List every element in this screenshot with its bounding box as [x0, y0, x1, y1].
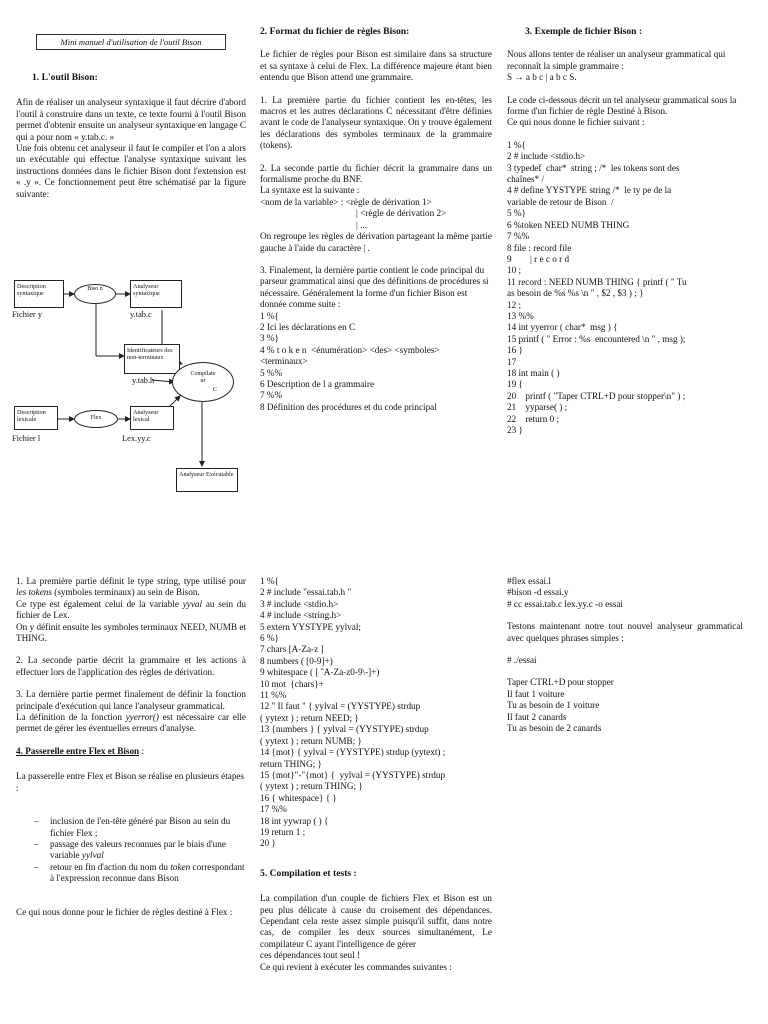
code-line: 19 {	[507, 379, 523, 390]
section-1-heading: 1. L'outil Bison:	[32, 72, 98, 83]
code-line: 13 {numbers } { yylval = (YYSTYPE) strdup	[260, 724, 429, 735]
code-line: 2 Ici les déclarations en C	[260, 321, 356, 332]
explanation-p2-yylval: yyval	[182, 598, 203, 609]
code-line: 17 %%	[260, 804, 287, 815]
output-line: Il faut 1 voiture	[507, 688, 565, 699]
list-item-3-b: correspondant à l'expression reconnue dans Bison	[50, 861, 245, 884]
section-4-p2: Ce qui nous donne pour le fichier de règles destiné à Flex :	[16, 906, 233, 917]
code-line: 7 %%	[507, 231, 530, 242]
node-description-lexicale: Description lexicale	[14, 406, 58, 430]
command-line: #flex essai.l	[507, 576, 551, 586]
label-lex-yy-c: Lex.yy.c	[122, 434, 151, 443]
bottom-left-column	[16, 576, 246, 929]
code-line: 16 }	[507, 345, 523, 356]
node-identificateurs: Identificateurs des non-terminaux	[124, 344, 180, 374]
flex-rules-code	[260, 576, 492, 850]
label-fichier-l: Fichier l	[12, 434, 41, 443]
code-line: 20 }	[260, 838, 276, 849]
list-item: – inclusion de l'en-tête généré par Bison au sein du fichier Flex ;	[16, 816, 246, 839]
code-line: as besoin de %s %s \n " , $2 , $3 ) ; }	[507, 288, 644, 299]
code-line: 14 {mot} { yylval = (YYSTYPE) strdup (yytext) ;	[260, 747, 446, 758]
code-line: return THING; }	[260, 758, 322, 769]
explanation-p6	[16, 712, 246, 735]
section-1-p2: Une fois obtenu cet analyseur il faut le compiler et l'on a alors un exécutable qui effectue l'analyse syntaxique suivant les instructions données dans le fichier Bison dont l'extension est « .y ». Ce fonctionnement peut être schématisé par la figure suivante:	[16, 143, 246, 199]
node-description-syntaxique: Description syntaxique	[14, 280, 64, 308]
code-line: 3 # include <stdio.h>	[260, 598, 339, 609]
explanation-p6-a: La définition de la fonction	[16, 712, 122, 723]
syntax-rule-2: | <règle de dérivation 2>	[356, 208, 447, 219]
code-line: ( yytext ) ; return NUMB; }	[260, 735, 362, 746]
section-2-p1: Le fichier de règles pour Bison est similaire dans sa structure et sa syntaxe à celui de Flex. La différence majeure étant bien entendu que Bison attend une grammaire.	[260, 49, 492, 83]
section-5-heading: 5. Compilation et tests :	[260, 867, 357, 879]
section-3-p3: Ce qui nous donne le fichier suivant :	[507, 117, 645, 128]
code-line: 20 printf ( "Taper CTRL+D pour stopper\n" ) ;	[507, 390, 686, 401]
code-line: 12 ;	[507, 299, 522, 310]
manual-title-box: Mini manuel d'utilisation de l'outil Bison	[36, 34, 226, 50]
explanation-p6-yyerror: yyerror()	[125, 712, 159, 723]
node-flex: Flex	[74, 410, 118, 428]
list-item	[16, 862, 246, 885]
list-item	[16, 839, 246, 862]
code-line: ( yytext ) ; return NEED; }	[260, 712, 359, 723]
command-line: # cc essai.tab.c lex.yy.c -o essai	[507, 598, 623, 609]
section-3-grammar: S → a b c | a b c S.	[507, 72, 577, 83]
code-line: 2 # include "essai.tab.h "	[260, 587, 352, 598]
label-y-tab-c: y.tab.c	[130, 310, 152, 319]
section-2-p5: 3. Finalement, la dernière partie contient le code principal du parseur grammatical ainsi que des définitions de procédures si nécessaire. Généralement la forme d'un fichier Bison est donnée comme suite :	[260, 264, 489, 310]
code-line: 18 int yywrap ( ) {	[260, 815, 329, 826]
section-3-heading: 3. Exemple de fichier Bison :	[525, 26, 643, 37]
code-line: 7 chars [A-Za-z ]	[260, 644, 324, 655]
explanation-p2-b: au sein du fichier de Lex.	[16, 598, 246, 621]
output-line: Tu as besoin de 1 voiture	[507, 700, 600, 711]
explanation-p1-a: 1. La première partie définit le type string, type utilisé pour	[16, 576, 246, 586]
output-line: Il faut 2 canards	[507, 711, 567, 722]
bison-example-code	[507, 140, 743, 437]
code-line: 5 %}	[507, 208, 526, 219]
code-line: 11 %%	[260, 690, 287, 701]
section-3-p2: Le code ci-dessous décrit un tel analyseur grammatical sous la forme d'un fichier de règle Destiné à Bison.	[507, 94, 737, 117]
code-line: 21 yyparse( ) ;	[507, 402, 568, 413]
code-line: 10 mot {chars}+	[260, 678, 324, 689]
code-line: 9 | r e c o r d	[507, 253, 570, 264]
code-line: 2 # include <stdio.h>	[507, 151, 586, 162]
explanation-p1-tokens: les tokens	[16, 587, 52, 598]
section-3-p1: Nous allons tenter de réaliser un analyseur grammatical qui reconnaît la simple grammaire :	[507, 49, 726, 71]
explanation-p2	[16, 599, 246, 622]
code-line: 15 {mot}"-"{mot} { yylval = (YYSTYPE) strdup	[260, 769, 446, 780]
run-command: # ./essai	[507, 655, 537, 666]
code-line: 5 extern YYSTYPE yylval;	[260, 621, 361, 632]
output-line: Taper CTRL+D pour stopper	[507, 677, 614, 688]
code-line: 7 %%	[260, 390, 283, 401]
section-5-p1: La compilation d'un couple de fichiers Flex et Bison est un peu plus délicate à cause du croisement des dépendances. Cependant cela reste assez simple puisqu'il suffit, dans notre cas, de compiler les deux sources simultanément, Le compilateur C ayant l'intelligence de gérer	[260, 893, 492, 949]
code-line: 4 # include <string.h>	[260, 610, 342, 621]
code-line: 14 int yyerror ( char* msg ) {	[507, 322, 618, 333]
code-line: 6 %}	[260, 633, 279, 644]
command-line: #bison -d essai.y	[507, 587, 569, 598]
node-compilateur	[172, 362, 234, 402]
code-line: 12 " Il faut " { yylval = (YYSTYPE) strdup	[260, 701, 421, 712]
section-2-p3a: 2. La seconde partie du fichier décrit la grammaire dans un formalisme proche du BNF.	[260, 162, 492, 185]
test-intro: Testons maintenant notre tout nouvel analyseur grammatical avec quelques phrases simples :	[507, 621, 743, 643]
code-line: 8 file : record file	[507, 242, 572, 253]
code-line: 6 Description de l a grammaire	[260, 378, 375, 389]
section-4-heading-text: 4. Passerelle entre Flex et Bison	[16, 745, 140, 756]
code-line: 11 record : NEED NUMB THING { printf ( " Tu	[507, 276, 687, 287]
code-line: 13 %%	[507, 310, 534, 321]
bison-skeleton-code	[260, 311, 492, 414]
code-line: 10 ;	[507, 265, 522, 276]
section-2-p3b: La syntaxe est la suivante :	[260, 185, 360, 196]
code-line: 16 { whitespace} { }	[260, 792, 337, 803]
bottom-right-column	[507, 576, 743, 734]
node-analyseur-lexical: Analyseur lexical	[130, 406, 174, 430]
code-line: 18 int main ( )	[507, 367, 560, 378]
code-line: 1 %{	[507, 139, 526, 150]
section-3	[507, 26, 743, 436]
explanation-p3: On y définit ensuite les symboles terminaux NEED, NUMB et THING.	[16, 621, 246, 644]
label-y-tab-h: y.tab.h	[132, 376, 155, 385]
output-line: Tu as besoin de 2 canards	[507, 723, 602, 734]
explanation-p4: 2. La seconde partie décrit la grammaire et les actions à effectuer lors de l'application des règles de dérivation.	[16, 655, 246, 677]
code-line: chaînes* /	[507, 174, 544, 185]
section-4-p1: La passerelle entre Flex et Bison se réalise en plusieurs étapes :	[16, 771, 245, 793]
explanation-p6-b: est nécessaire car elle permet de gérer les éventuelles erreurs d'analyse.	[16, 712, 246, 734]
label-fichier-y: Fichier y	[12, 310, 43, 319]
section-5-p2: ces dépendances tout seul !	[260, 950, 361, 961]
explanation-p1	[16, 576, 246, 599]
node-analyseur-executable: Analyseur Exécutable	[176, 468, 238, 492]
list-item-2-yylval: yylval	[81, 850, 104, 861]
code-line: 8 numbers ( [0-9]+)	[260, 655, 333, 666]
section-1-p1: Afin de réaliser un analyseur syntaxique il faut décrire d'abord l'outil à construire dans un texte, ce texte fourni à l'outil Bison permet d'obtenir ensuite un analyseur syntaxique en langage C qui a pour nom « y.tab.c. »	[16, 97, 246, 142]
code-line: 4 % t o k e n <énumération> <des> <symboles>	[260, 344, 440, 355]
explanation-p2-a: Ce type est également celui de la variable	[16, 598, 179, 609]
section-4-heading	[16, 746, 246, 757]
code-line: 1 %{	[260, 310, 279, 321]
code-line: 3 %}	[260, 333, 279, 344]
list-item-3-token: token	[170, 861, 191, 872]
section-1	[16, 72, 246, 211]
code-line: 9 whitespace ( [ ˆA-Za-z0-9\-]+)	[260, 667, 380, 678]
code-line: 19 return 1 ;	[260, 826, 306, 837]
passerelle-steps-list	[16, 816, 246, 884]
code-line: 1 %{	[260, 576, 279, 586]
bison-workflow-diagram	[12, 264, 246, 500]
code-line: 5 %%	[260, 367, 283, 378]
section-2-p2: 1. La première partie du fichier contient les en-têtes, les macros et les autres déclarations C nécessitant d'être définies avant le code de l'analyseur syntaxique. On y trouve également les déclarations des symboles terminaux de la grammaire (tokens).	[260, 94, 492, 151]
list-item-3-a: retour en fin d'action du nom du	[50, 861, 169, 872]
code-line: 22 return 0 ;	[507, 413, 560, 424]
code-line: 23 }	[507, 425, 523, 435]
node-bison: Biso n	[74, 284, 116, 304]
section-2-heading: 2. Format du fichier de règles Bison:	[260, 26, 410, 37]
code-line: 6 %token NEED NUMB THING	[507, 219, 630, 230]
program-output	[507, 677, 743, 734]
code-line: 17	[507, 356, 517, 367]
compilateur-c-label: C	[213, 387, 218, 393]
list-item-2-a: passage des valeurs reconnues par le biais d'une variable	[50, 838, 226, 861]
code-line: 4 # define YYSTYPE string /* le ty pe de la	[507, 185, 672, 196]
code-line: 3 typedef char* string ; /* les tokens sont des	[507, 162, 680, 173]
code-line: ( yytext ) ; return THING; }	[260, 781, 363, 792]
code-line: <terminaux>	[260, 356, 308, 367]
section-2	[260, 26, 492, 413]
compilateur-label: Compilate ur	[190, 371, 216, 384]
syntax-rule-1: <nom de la variable> : <règle de dérivation 1>	[260, 196, 432, 207]
bottom-middle-column	[260, 576, 492, 973]
explanation-p5: 3. La dernière partie permet finalement de définir la fonction principale d'exécution qui lance l'analyseur grammatical.	[16, 689, 246, 711]
section-5-p3: Ce qui revient à exécuter les commandes suivantes :	[260, 961, 452, 972]
section-2-p4: On regroupe les règles de dérivation partageant la même partie gauche à l'aide du caractère | .	[260, 231, 492, 253]
section-4-heading-suffix: :	[139, 745, 145, 756]
code-line: 8 Définition des procédures et du code principal	[260, 401, 437, 412]
explanation-p1-b: (symboles terminaux) au sein de Bison.	[54, 587, 200, 598]
code-line: 15 printf ( " Error : %s encountered \n " , msg );	[507, 333, 686, 344]
node-analyseur-syntaxique: Analyseur syntaxique	[130, 280, 182, 308]
code-line: variable de retour de Bison /	[507, 196, 614, 207]
syntax-rule-3: | ...	[356, 219, 368, 230]
